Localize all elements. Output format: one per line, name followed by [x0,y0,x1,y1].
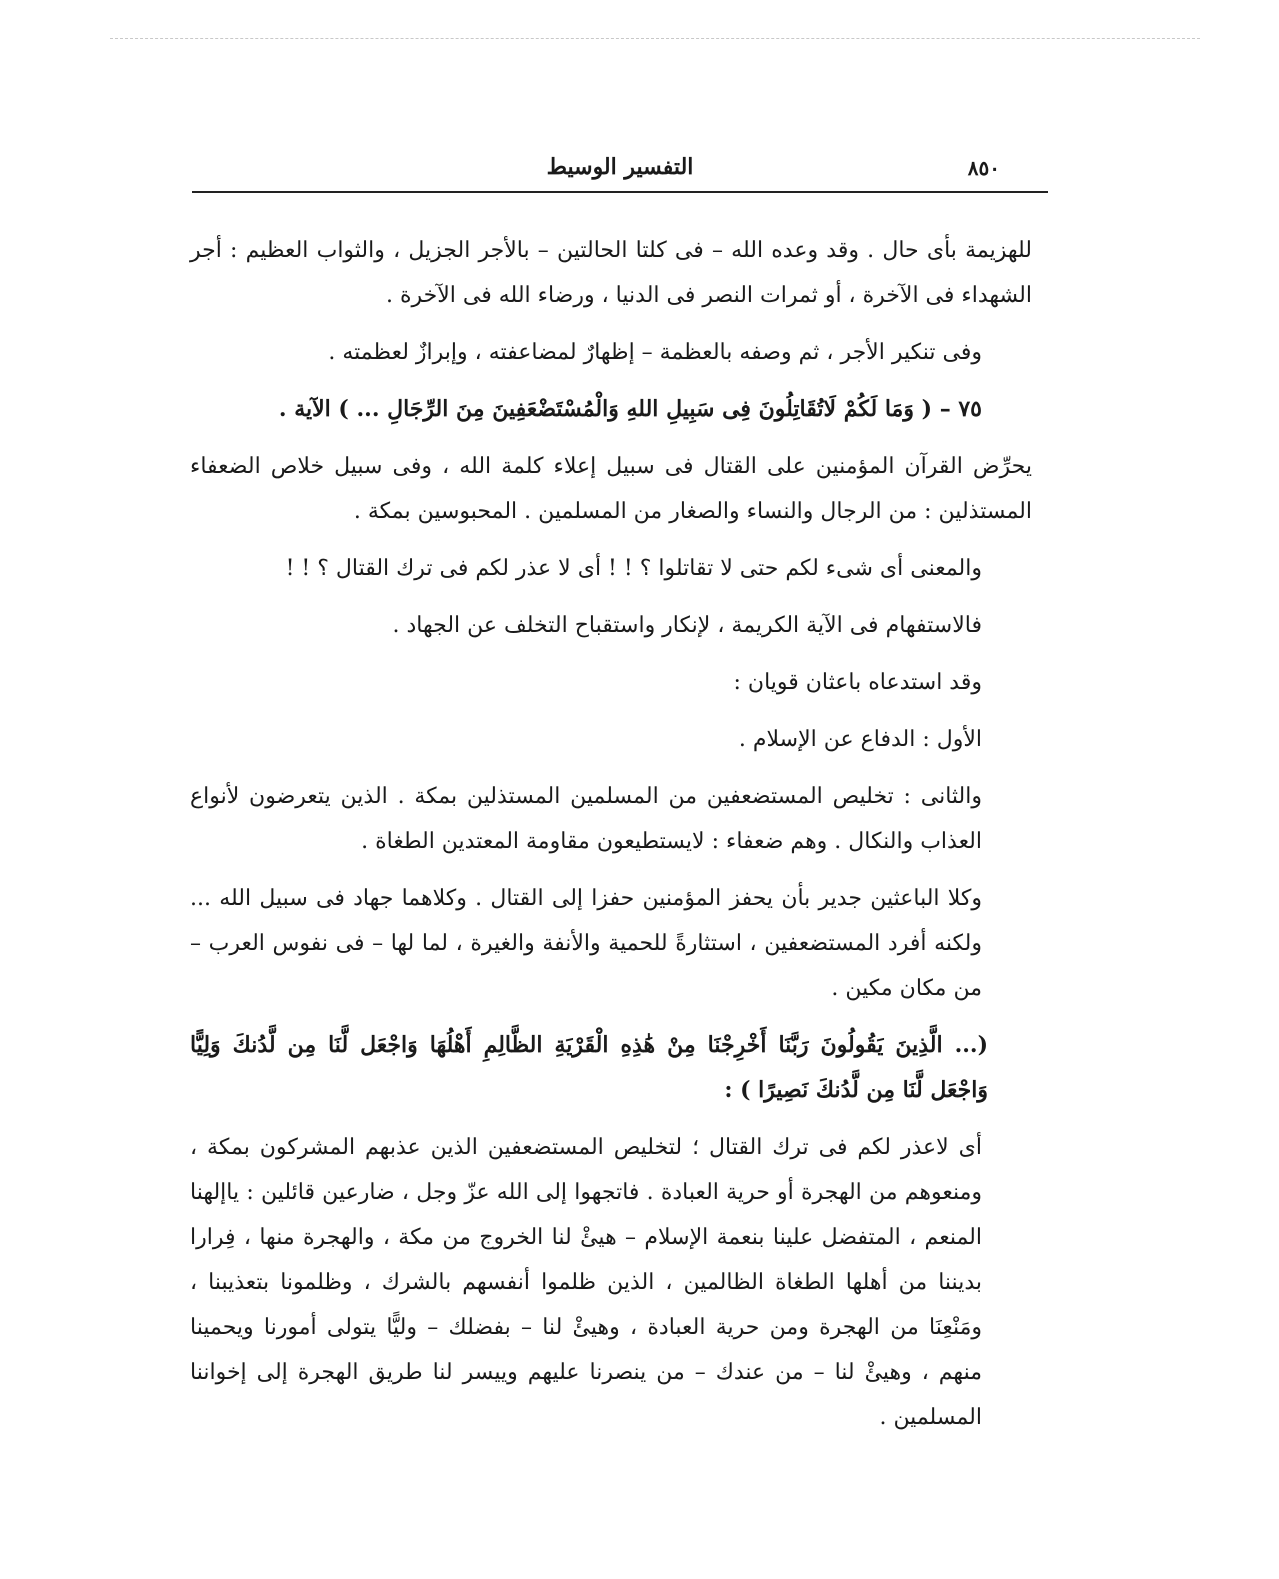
body-text [190,228,1032,1452]
paragraph-incitement: يحرِّض القرآن المؤمنين على القتال فى سبيل إعلاء كلمة الله ، وفى سبيل خلاص الضعفاء المستذلين : من الرجال والنساء والصغار من المسلمين . المحبوسين بمكة . [190,454,1032,524]
paragraph-two-motives: وقد استدعاه باعثان قويان : [733,670,982,695]
paragraph-interrogation: فالاستفهام فى الآية الكريمة ، لإنكار واستقباح التخلف عن الجهاد . [392,613,982,638]
paragraph-indefinite-reward: وفى تنكير الأجر ، ثم وصفه بالعظمة – إظهارٌ لمضاعفته ، وإبرازٌ لعظمته . [328,340,982,365]
paragraph-reward: للهزيمة بأى حال . وقد وعده الله – فى كلتا الحالتين – بالأجر الجزيل ، والثواب العظيم : أجر الشهداء فى الآخرة ، أو ثمرات النصر فى الدنيا ، ورضاء الله فى الآخرة . [190,238,1032,308]
page-number: ٨٥٠ [967,156,1000,180]
running-title: التفسير الوسيط [546,154,694,180]
page-header [192,148,1048,188]
verse-75-heading: ٧٥ – ( وَمَا لَكُمْ لَاتُقَاتِلُونَ فِى سَبِيلِ اللهِ وَالْمُسْتَضْعَفِينَ مِنَ الرِّجَالِ ... ) الآية . [278,396,982,422]
paragraph-both-motives: وكلا الباعثين جدير بأن يحفز المؤمنين حفزا إلى القتال . وكلاهما جهاد فى سبيل الله ... ولكنه أفرد المستضعفين ، استثارةً للحمية والأنفة والغيرة ، لما لها – فى نفوس العرب – من مكان مكين . [190,886,982,1001]
header-rule [192,191,1048,193]
paragraph-first-motive: الأول : الدفاع عن الإسلام . [738,727,982,752]
paragraph-meaning: والمعنى أى شىء لكم حتى لا تقاتلوا ؟ ! ! أى لا عذر لكم فى ترك القتال ؟ ! ! [285,556,982,581]
paragraph-explanation: أى لاعذر لكم فى ترك القتال ؛ لتخليص المستضعفين الذين عذبهم المشركون بمكة ، ومنعوهم من الهجرة أو حرية العبادة . فاتجهوا إلى الله عزّ وجل ، ضارعين قائلين : ياإلهنا المنعم ، المتفضل علينا بنعمة الإسلام – هيئْ لنا الخروج من مكة ، والهجرة منها ، فِرارا بديننا من أهلها الطغاة الظالمين ، الذين ظلموا أنفسهم بالشرك ، وظلمونا بتعذيبنا ، ومَنْعِنَا من الهجرة ومن حرية العبادة ، وهيئْ لنا – بفضلك – وليًّا يتولى أمورنا ويحمينا منهم ، وهيئْ لنا – من عندك – من ينصرنا عليهم وييسر لنا طريق الهجرة إلى إخواننا المسلمين . [190,1135,982,1430]
paragraph-second-motive: والثانى : تخليص المستضعفين من المسلمين المستذلين بمكة . الذين يتعرضون لأنواع العذاب والنكال . وهم ضعفاء : لايستطيعون مقاومة المعتدين الطغاة . [190,784,982,854]
verse-quote: (... الَّذِينَ يَقُولُونَ رَبَّنَا أَخْرِجْنَا مِنْ هَٰذِهِ الْقَرْيَةِ الظَّالِمِ أَهْلُهَا وَاجْعَل لَّنَا مِن لَّدُنكَ وَلِيًّا وَاجْعَل لَّنَا مِن لَّدُنكَ نَصِيرًا ) : [190,1032,988,1103]
scan-edge-line [110,38,1200,39]
